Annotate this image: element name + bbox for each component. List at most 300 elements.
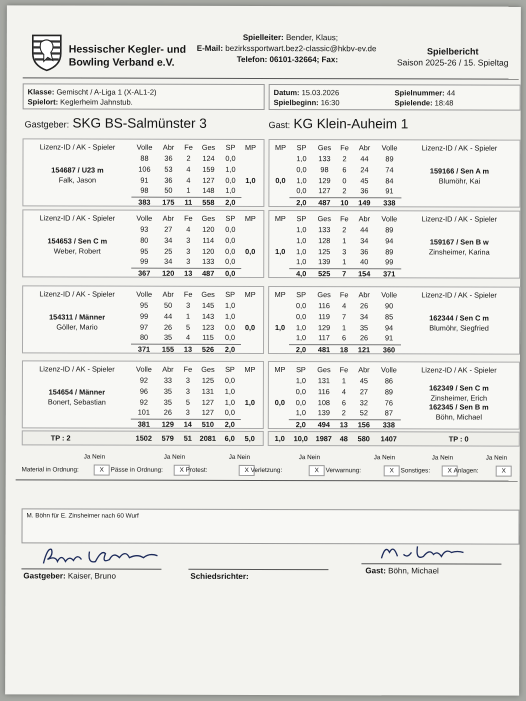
away-score-cell: 1,0 [296,225,307,235]
away-score-cell: 34 [360,236,369,246]
away-sum-cell: 2,0 [296,198,307,208]
check-label: Anlagen: [453,467,479,475]
home-sum-cell: 510 [201,419,214,429]
home-score-cell: 36 [164,175,173,185]
home-score-cell: 1,0 [225,186,236,196]
away-header-volle: Volle [381,214,398,224]
home-sum-cell: 175 [162,197,175,207]
spielnummer-value: 44 [446,88,456,98]
home-score-cell: 95 [140,246,149,256]
home-score-cell: 25 [164,246,173,256]
away-score-cell: 133 [318,225,331,235]
home-header-abr: Abr [162,142,175,152]
away-duel-box [268,361,520,430]
away-sum-cell: 494 [317,420,330,430]
away-score-cell: 1,0 [296,154,307,164]
home-score-cell: 0,0 [225,246,236,256]
away-header-sp: SP [296,365,306,375]
spielort-label: Spielort: [27,97,59,107]
spielende-value: 18:48 [434,98,454,108]
away-sum-cell: 338 [383,198,396,208]
away-score-cell: 1,0 [296,257,307,267]
away-header-sp: SP [296,290,307,300]
away-header-mp: MP [274,214,286,224]
away-header-abr: Abr [358,214,371,224]
away-score-cell: 128 [318,235,331,245]
away-score-cell: 34 [360,312,369,322]
home-header-sp: SP [225,364,235,374]
home-score-cell: 1,0 [225,164,236,174]
away-duel-box [268,210,520,279]
away-score-cell: 85 [385,312,394,322]
home-score-cell: 35 [163,386,172,396]
away-header-ges: Ges [317,214,332,224]
away-score-cell: 129 [317,322,331,332]
home-player-label [27,312,127,331]
home-score-cell: 3 [186,257,191,267]
home-score-cell: 5 [186,322,191,332]
home-duel-box [22,138,264,207]
away-score-cell: 0,0 [295,386,306,396]
home-tp: TP : 2 [50,433,71,443]
away-score-cell: 6 [341,397,346,407]
home-sum-cell: 383 [138,197,151,207]
away-score-cell: 1,0 [295,333,307,343]
contact-block [197,32,377,65]
home-score-cell: 0,0 [225,235,236,245]
away-score-cell: 91 [384,333,394,343]
home-player-label [27,387,127,406]
home-header-abr: Abr [162,289,174,299]
home-score-cell: 1 [186,311,191,321]
away-score-cell: 84 [385,175,394,185]
federation-line-2: Bowling Verband e.V. [68,56,175,69]
home-total-fe: 51 [183,433,192,443]
home-score-cell: 1,0 [224,311,236,321]
away-total-volle: 1407 [380,434,397,444]
away-score-cell: 1 [342,257,347,267]
home-header-mp: MP [244,213,256,223]
home-duel-box [22,360,264,429]
away-header-abr: Abr [358,290,370,300]
check-box-nein: X [442,465,458,476]
away-score-cell: 98 [320,164,329,174]
email-value: bezirkssportwart.bez2-classic@hkbv-ev.de [225,43,377,54]
away-sum-cell: 371 [383,269,396,279]
away-sum-cell: 121 [357,345,371,355]
datum-value: 15.03.2026 [301,88,340,98]
away-score-cell: 86 [384,376,393,386]
home-score-cell: 4 [185,333,191,343]
away-score-cell: 1,0 [295,322,307,332]
check-box-nein: X [239,465,255,476]
home-score-cell: 0,0 [225,175,236,185]
spielort-value: Keglerheim Jahnstub. [60,97,133,107]
away-player-label [403,313,515,332]
home-sum-cell: 155 [161,344,175,354]
home-sum-cell: 487 [202,268,215,278]
spielende-label: Spielende: [394,98,433,108]
away-score-cell: 117 [318,333,330,343]
away-total-fe: 48 [339,434,348,444]
away-duel-box [268,286,520,355]
away-sum-cell: 525 [318,269,331,279]
away-header-player: Lizenz-ID / AK - Spieler [421,214,498,224]
home-duel-box [22,209,264,278]
home-score-cell: 0,0 [224,322,236,332]
home-score-cell: 80 [140,235,149,245]
away-score-cell: 40 [360,257,369,267]
remarks-box [21,508,519,544]
away-score-cell: 24 [360,165,369,175]
away-header-mp: MP [274,290,286,300]
home-score-cell: 0,0 [224,333,236,343]
home-sum-cell: 526 [201,344,215,354]
home-score-cell: 44 [164,311,173,321]
home-header-ges: Ges [201,289,215,299]
home-duel-box [22,285,264,354]
home-header-ges: Ges [201,142,216,152]
home-header-player: Lizenz-ID / AK - Spieler [39,213,116,223]
away-header-ges: Ges [317,365,331,375]
home-score-cell: 93 [140,224,149,234]
away-player-license: 162345 / Sen B m [429,402,489,412]
duels-area [7,5,521,6]
home-score-cell: 50 [164,186,173,196]
away-sum-cell: 487 [318,198,331,208]
away-sum-cell: 149 [358,198,371,208]
home-header-volle: Volle [136,364,152,374]
away-sum-cell: 13 [339,420,348,430]
away-header-volle: Volle [381,365,397,375]
home-header-abr: Abr [162,213,175,223]
away-score-cell: 0,0 [296,186,307,196]
match-class-box [23,83,265,110]
check-box-nein: X [496,466,512,477]
home-score-cell: 125 [201,375,215,385]
home-score-cell: 0,0 [225,153,236,163]
home-score-cell: 4 [186,224,191,234]
home-score-cell: 148 [202,186,215,196]
away-score-cell: 0 [342,175,347,185]
match-time-box [269,84,521,111]
ja-nein-header: Ja Nein [485,454,508,462]
home-signature-line [21,568,161,569]
home-score-cell: 0,0 [225,224,236,234]
home-header-sp: SP [225,213,236,223]
away-header-fe: Fe [340,214,349,224]
home-score-cell: 35 [163,333,173,343]
away-header-player: Lizenz-ID / AK - Spieler [421,365,497,375]
away-score-cell: 36 [360,246,369,256]
away-header-sp: SP [296,143,307,153]
away-score-cell: 1,0 [296,235,307,245]
away-score-cell: 3 [342,246,347,256]
away-header-volle: Volle [381,290,398,300]
home-score-cell: 26 [163,322,173,332]
home-signature-name: Kaiser, Bruno [67,571,116,581]
home-header-fe: Fe [184,142,193,152]
away-player-name: Blumöhr, Siegfried [429,322,489,333]
home-score-cell: 34 [164,257,173,267]
home-header-ges: Ges [201,213,216,223]
match-report-sheet [5,5,521,695]
away-header-mp: MP [274,365,286,375]
away-score-cell: 36 [360,186,369,196]
away-score-cell: 139 [318,257,331,267]
away-total-ges: 1987 [315,434,332,444]
away-score-cell: 1,0 [296,175,307,185]
away-duel-mp: 0,0 [274,398,285,408]
ja-nein-header: Ja Nein [83,453,106,461]
check-label: Verletzung: [250,466,283,475]
telefon-value: 06101-32664; Fax: [269,55,339,65]
home-sum-cell: 11 [184,197,193,207]
away-total-abr: 580 [357,434,370,444]
away-score-cell: 27 [359,387,368,397]
home-sum-cell: 2,0 [225,197,236,207]
away-sum-cell: 481 [317,345,331,355]
home-score-cell: 50 [164,300,173,310]
away-score-cell: 6 [342,165,347,175]
home-sum-cell: 381 [137,419,150,429]
home-score-cell: 1,0 [225,300,236,310]
away-score-cell: 90 [385,301,394,311]
away-score-cell: 44 [360,225,369,235]
away-duel-mp: 1,0 [275,247,286,257]
spielleiter-label: Spielleiter: [242,32,284,43]
home-header-mp: MP [244,289,256,299]
away-player-license: 159167 / Sen B w [429,237,489,247]
away-player-license: 162349 / Sen C m [429,383,489,393]
email-label: E-Mail: [196,43,224,53]
away-score-cell: 94 [385,236,394,246]
home-score-cell: 3 [185,375,190,385]
home-total-mp: 5,0 [244,433,255,443]
home-score-cell: 115 [202,333,214,343]
home-score-cell: 4 [186,175,191,185]
home-score-cell: 101 [137,408,150,418]
home-score-cell: 96 [139,386,148,396]
telefon-label: Telefon: [236,54,268,65]
away-duel-box [268,139,520,208]
away-header-volle: Volle [381,143,398,153]
away-header-abr: Abr [358,365,370,375]
ja-nein-header: Ja Nein [431,454,454,462]
home-score-cell: 97 [139,322,149,332]
away-score-cell: 4 [342,301,347,311]
home-duel-mp: 0,0 [244,322,256,332]
home-score-cell: 143 [201,311,215,321]
home-score-cell: 34 [164,235,173,245]
away-score-cell: 89 [385,246,394,256]
away-signature-label: Gast: [365,566,386,576]
away-player-name: Zinsheimer, Karina [428,246,490,257]
home-header-player: Lizenz-ID / AK - Spieler [39,142,116,152]
check-label: Protest: [185,466,208,474]
away-score-cell: 108 [317,397,330,407]
home-score-cell: 127 [201,397,214,407]
away-sum-cell: 2,0 [295,420,306,430]
checks-row [7,5,521,6]
home-score-cell: 91 [140,175,149,185]
away-player-name: Böhn, Michael [435,411,482,422]
away-score-cell: 133 [318,154,331,164]
away-total-sp: 10,0 [293,434,308,444]
hessen-lion-logo-icon [30,33,64,71]
home-score-cell: 3 [185,408,190,418]
away-signature-line [361,563,501,564]
home-sum-cell: 371 [137,344,151,354]
away-score-cell: 45 [360,175,369,185]
home-total-sp: 6,0 [224,433,235,443]
away-header-ges: Ges [317,143,332,153]
away-score-cell: 0,0 [296,164,307,174]
home-score-cell: 127 [201,408,214,418]
away-player-license: 162344 / Sen C m [429,313,489,323]
away-score-cell: 94 [384,322,394,332]
away-signature-name: Böhn, Michael [388,566,439,576]
away-header-fe: Fe [339,365,349,375]
away-score-cell: 32 [359,397,368,407]
home-score-cell: 0,0 [224,375,236,385]
away-score-cell: 76 [384,397,393,407]
home-score-cell: 53 [164,164,173,174]
away-signature-caption [365,566,438,575]
away-player-license: 159166 / Sen A m [429,166,490,176]
klasse-label: Klasse: [27,87,55,97]
datum-label: Datum: [273,88,300,98]
away-duel-mp: 1,0 [274,323,286,333]
home-score-cell: 88 [140,153,149,163]
home-header-fe: Fe [184,213,193,223]
away-score-cell: 6 [341,333,347,343]
ja-nein-header: Ja Nein [373,454,396,462]
home-score-cell: 159 [202,164,215,174]
home-header-fe: Fe [183,364,193,374]
away-score-cell: 26 [359,333,369,343]
home-score-cell: 133 [202,257,215,267]
home-sum-cell: 13 [183,344,193,354]
header-divider [23,77,519,79]
home-header-volle: Volle [136,213,153,223]
home-duel-mp: 0,0 [245,246,256,256]
home-score-cell: 123 [201,322,215,332]
away-sum-cell: 2,0 [295,345,307,355]
away-header-abr: Abr [358,143,371,153]
home-score-cell: 120 [202,224,215,234]
spielbeginn-value: 16:30 [320,98,340,108]
away-team-name: KG Klein-Auheim 1 [293,116,409,132]
home-player-license: 154654 / Männer [48,387,106,397]
away-score-cell: 26 [360,301,369,311]
away-score-cell: 1 [342,322,347,332]
ja-nein-header: Ja Nein [163,453,186,461]
away-score-cell: 1,0 [295,408,306,418]
away-sum-cell: 338 [382,420,395,430]
home-header-player: Lizenz-ID / AK - Spieler [39,364,115,374]
away-player-label [403,383,515,421]
home-header-ges: Ges [201,364,215,374]
home-score-cell: 99 [140,257,149,267]
home-signature-label: Gastgeber: [23,571,66,581]
away-player-label [403,237,515,256]
home-score-cell: 1,0 [224,397,235,407]
home-header-sp: SP [225,289,236,299]
away-score-cell: 74 [385,165,394,175]
home-score-cell: 106 [138,164,151,174]
away-duel-mp: 0,0 [275,176,286,186]
home-sum-cell: 2,0 [224,419,235,429]
home-sum-cell: 14 [183,419,192,429]
away-team-heading [269,116,409,131]
check-label: Verwarnung: [325,467,362,475]
away-score-cell: 125 [318,246,331,256]
away-score-cell: 139 [317,408,330,418]
away-score-cell: 1,0 [296,246,307,256]
ja-nein-header: Ja Nein [298,454,321,462]
check-box-nein: X [384,465,400,476]
away-score-cell: 127 [318,186,331,196]
away-sum-cell: 18 [339,345,349,355]
home-score-cell: 127 [202,175,215,185]
home-score-cell: 124 [202,153,215,163]
away-score-cell: 1 [342,236,347,246]
home-score-cell: 3 [186,300,191,310]
federation-name [69,43,186,69]
home-player-label [27,236,127,255]
away-score-cell: 91 [385,186,394,196]
referee-signature-caption [190,572,248,581]
home-score-cell: 145 [202,300,215,310]
away-sum-cell: 360 [382,345,396,355]
away-score-cell: 52 [359,408,368,418]
home-sum-cell: 558 [202,197,215,207]
home-score-cell: 92 [139,397,148,407]
spielbeginn-label: Spielbeginn: [273,98,319,108]
check-label: Pässe in Ordnung: [110,466,163,474]
home-team-label: Gastgeber: [24,119,70,130]
away-totals-row [268,431,520,447]
home-score-cell: 33 [163,375,172,385]
home-player-license: 154311 / Männer [49,312,106,322]
home-sum-cell: 13 [184,268,193,278]
check-box-nein: X [174,465,190,476]
ja-nein-header: Ja Nein [228,453,251,461]
home-score-cell: 92 [139,375,148,385]
home-score-cell: 95 [140,300,149,310]
referee-signature-line [188,569,328,570]
check-label: Sonstiges: [400,467,431,475]
home-sum-cell: 2,0 [224,344,236,354]
away-score-cell: 2 [342,186,347,196]
away-score-cell: 116 [318,386,330,396]
home-score-cell: 131 [201,386,214,396]
away-score-cell: 2 [342,154,347,164]
home-player-name: Bonert, Sebastian [47,396,106,407]
home-score-cell: 3 [185,386,190,396]
away-player-name: Blumöhr, Kai [438,175,481,186]
home-score-cell: 0,0 [225,257,236,267]
away-header-player: Lizenz-ID / AK - Spieler [421,143,498,153]
klasse-value: Gemischt / A-Liga 1 (X-AL1-2) [56,87,157,97]
away-score-cell: 129 [318,175,331,185]
home-signature-caption [23,571,116,580]
away-score-cell: 119 [318,311,330,321]
away-header-sp: SP [296,214,307,224]
away-score-cell: 44 [360,154,369,164]
home-score-cell: 35 [163,397,172,407]
